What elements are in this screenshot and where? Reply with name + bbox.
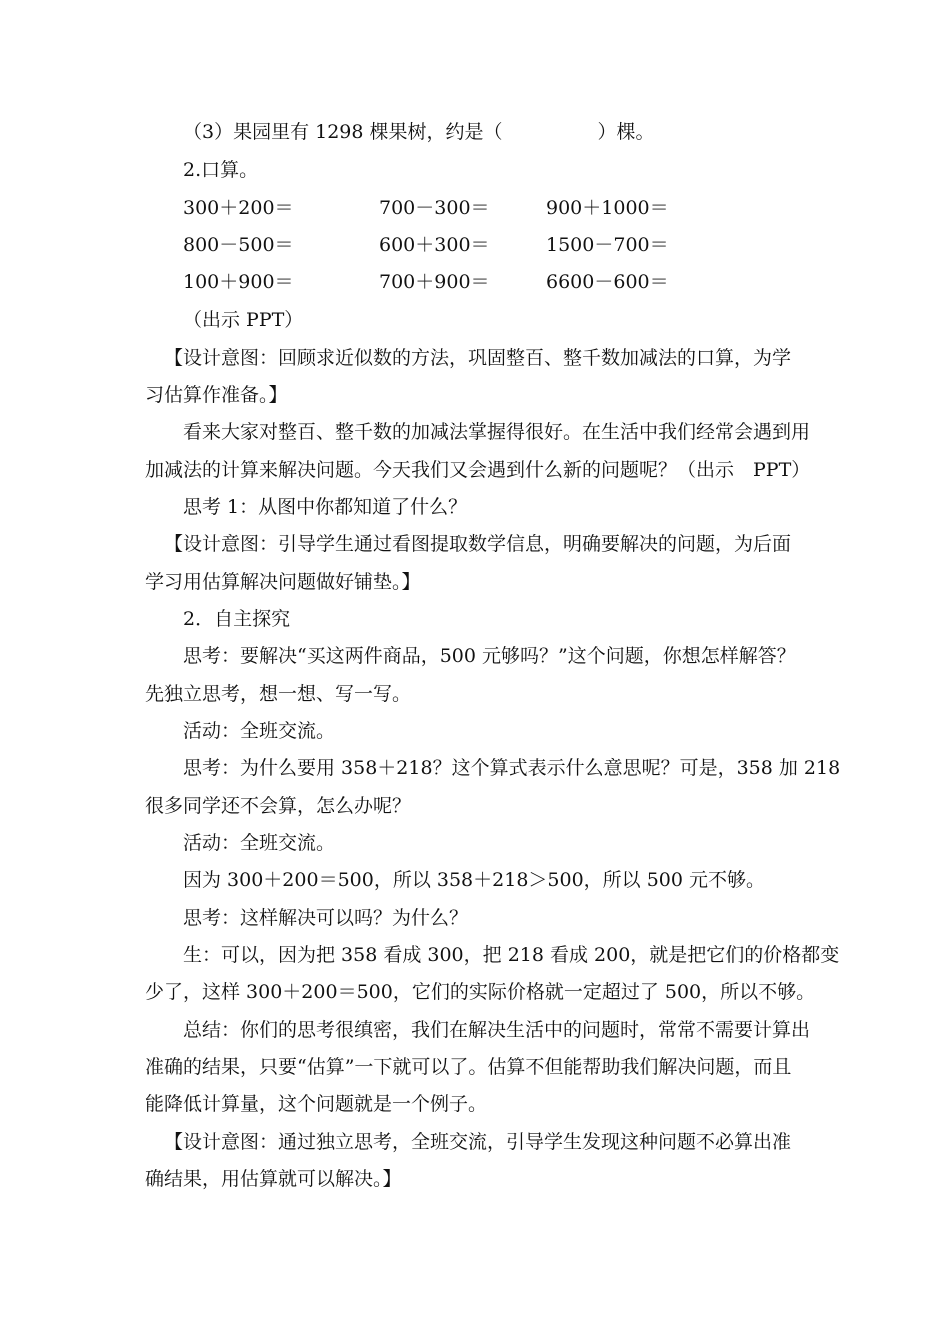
think-1: 思考 1：从图中你都知道了什么？ (183, 496, 468, 518)
intro-paragraph-cont: 加减法的计算来解决问题。今天我们又会遇到什么新的问题呢？（出示 PPT） (145, 459, 811, 481)
summary-cont-2: 能降低计算量，这个问题就是一个例子。 (145, 1093, 488, 1115)
student-answer-cont: 少了，这样 300＋200＝500，它们的实际价格就一定超过了 500，所以不够。 (145, 981, 816, 1003)
intro-paragraph: 看来大家对整百、整千数的加减法掌握得很好。在生活中我们经常会遇到用 (183, 421, 811, 443)
think-2-cont: 先独立思考，想一想、写一写。 (145, 683, 412, 705)
activity-2: 活动：全班交流。 (183, 832, 336, 854)
think-2: 思考：要解决“买这两件商品，500 元够吗？”这个问题，你想怎样解答？ (183, 645, 796, 667)
oral-item: 700－300＝ (379, 197, 490, 219)
design-intent-1: 【设计意图：回顾求近似数的方法，巩固整百、整千数加减法的口算，为学 (164, 347, 792, 369)
oral-item: 100＋900＝ (183, 271, 294, 293)
design-intent-3-cont: 确结果，用估算就可以解决。】 (145, 1168, 402, 1190)
oral-item: 900＋1000＝ (546, 197, 669, 219)
think-4: 思考：这样解决可以吗？为什么？ (183, 907, 469, 929)
design-intent-2: 【设计意图：引导学生通过看图提取数学信息，明确要解决的问题，为后面 (164, 533, 792, 555)
ppt-note: （出示 PPT） (183, 309, 304, 331)
oral-item: 600＋300＝ (379, 234, 490, 256)
summary-cont-1: 准确的结果，只要“估算”一下就可以了。估算不但能帮助我们解决问题，而且 (145, 1056, 792, 1078)
think-3: 思考：为什么要用 358＋218？这个算式表示什么意思呢？可是，358 加 218 (183, 757, 841, 779)
oral-item: 300＋200＝ (183, 197, 294, 219)
oral-item: 700＋900＝ (379, 271, 490, 293)
oral-item: 1500－700＝ (546, 234, 669, 256)
question-3: （3）果园里有 1298 棵果树，约是（ ）棵。 (183, 121, 655, 143)
design-intent-2-cont: 学习用估算解决问题做好铺垫。】 (145, 571, 421, 593)
design-intent-1-cont: 习估算作准备。】 (145, 384, 288, 406)
student-answer: 生：可以，因为把 358 看成 300，把 218 看成 200，就是把它们的价格都变 (183, 944, 840, 966)
because-line: 因为 300＋200＝500，所以 358＋218＞500，所以 500 元不够。 (183, 869, 766, 891)
activity-1: 活动：全班交流。 (183, 720, 336, 742)
oral-calc-title: 2.口算。 (183, 159, 259, 181)
section-heading: 2．自主探究 (183, 608, 291, 630)
oral-item: 6600－600＝ (546, 271, 669, 293)
design-intent-3: 【设计意图：通过独立思考，全班交流，引导学生发现这种问题不必算出准 (164, 1131, 792, 1153)
summary: 总结：你们的思考很缜密，我们在解决生活中的问题时，常常不需要计算出 (183, 1019, 811, 1041)
oral-item: 800－500＝ (183, 234, 294, 256)
think-3-cont: 很多同学还不会算，怎么办呢？ (145, 795, 412, 817)
